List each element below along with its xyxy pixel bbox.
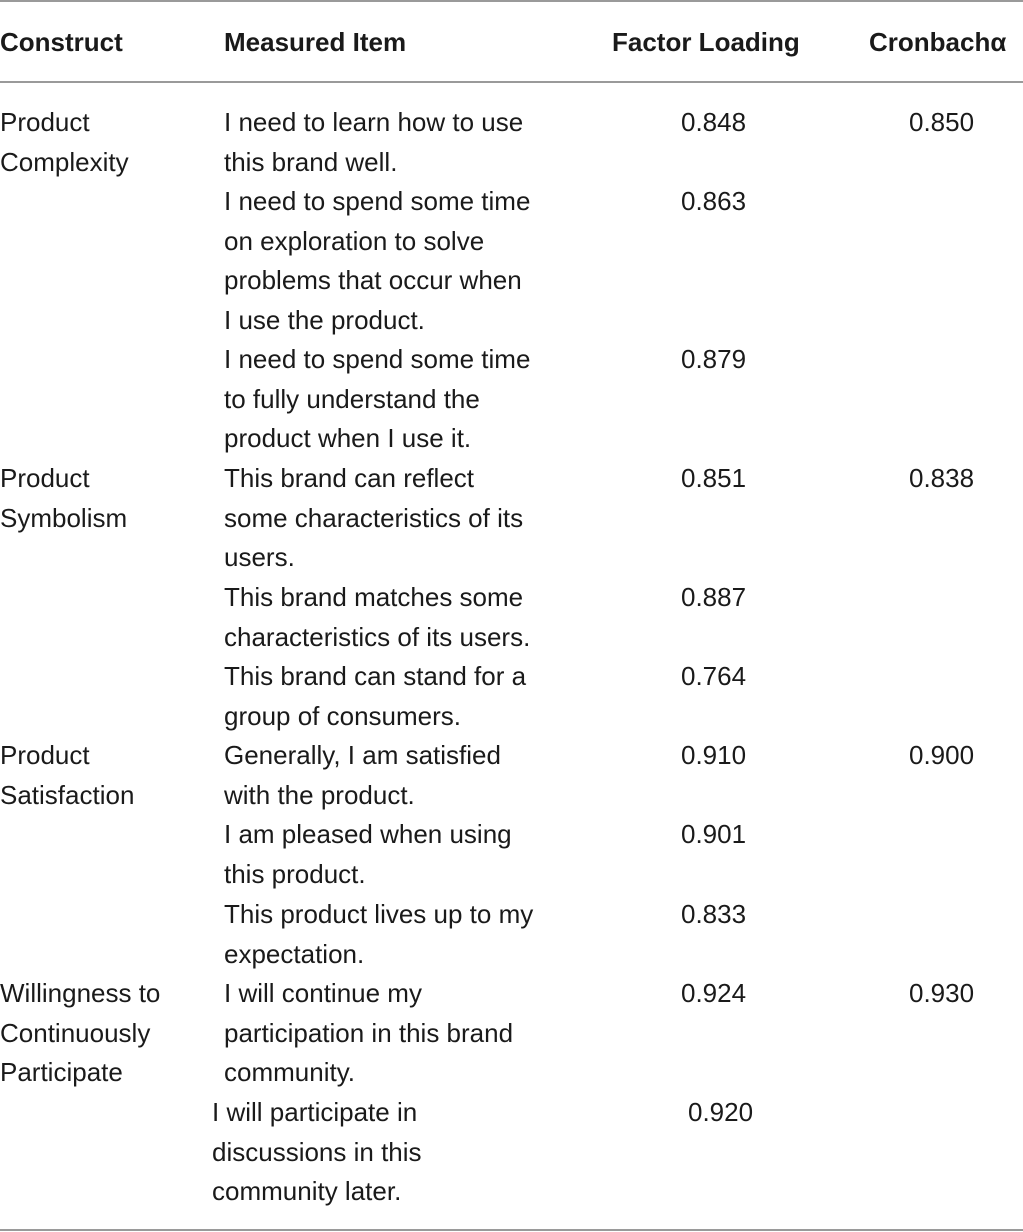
measured-item: I am pleased when using this product. [224, 819, 512, 889]
factor-loading-value: 0.910 [681, 740, 747, 770]
factor-loading-value: 0.851 [681, 463, 747, 493]
factor-loading-value: 0.879 [681, 344, 747, 374]
factor-loading-value: 0.924 [681, 978, 747, 1008]
header-factor-loading: Factor Loading [612, 27, 800, 57]
construct-label: Product Symbolism [0, 463, 128, 533]
header-construct: Construct [0, 27, 123, 57]
measured-item: I need to learn how to use this brand well. [224, 107, 524, 177]
measured-item: This brand matches some characteristics of its users. [224, 582, 531, 652]
construct-label: Product Satisfaction [0, 740, 135, 810]
measured-item: This brand can reflect some characteristics of its users. [224, 463, 524, 573]
header-measured-item: Measured Item [224, 27, 407, 57]
measured-item: This brand can stand for a group of consumers. [224, 661, 527, 731]
cronbach-alpha-value: 0.838 [909, 463, 975, 493]
factor-loading-value: 0.848 [681, 107, 747, 137]
cronbach-alpha-value: 0.900 [909, 740, 975, 770]
bottom-rule [0, 1229, 1023, 1231]
measured-item: I will participate in discussions in this community later. [212, 1097, 422, 1207]
cronbach-alpha-value: 0.930 [909, 978, 975, 1008]
factor-loading-value: 0.901 [681, 819, 747, 849]
measured-item: I will continue my participation in this brand community. [224, 978, 514, 1088]
measured-item: This product lives up to my expectation. [224, 899, 534, 969]
cronbach-alpha-value: 0.850 [909, 107, 975, 137]
top-rule [0, 0, 1023, 2]
measured-item: I need to spend some time on exploration to solve problems that occur when I use the product. [224, 186, 531, 335]
factor-loading-value: 0.833 [681, 899, 747, 929]
construct-label: Willingness to Continuously Participate [0, 978, 161, 1088]
factor-loading-value: 0.863 [681, 186, 747, 216]
measured-item: Generally, I am satisfied with the product. [224, 740, 501, 810]
factor-loading-value: 0.887 [681, 582, 747, 612]
construct-label: Product Complexity [0, 107, 129, 177]
factor-loading-value: 0.764 [681, 661, 747, 691]
header-rule [0, 81, 1023, 83]
header-cronbach-alpha: Cronbachα [869, 27, 1007, 57]
measured-item: I need to spend some time to fully understand the product when I use it. [224, 344, 531, 454]
factor-loading-value: 0.920 [688, 1097, 754, 1127]
